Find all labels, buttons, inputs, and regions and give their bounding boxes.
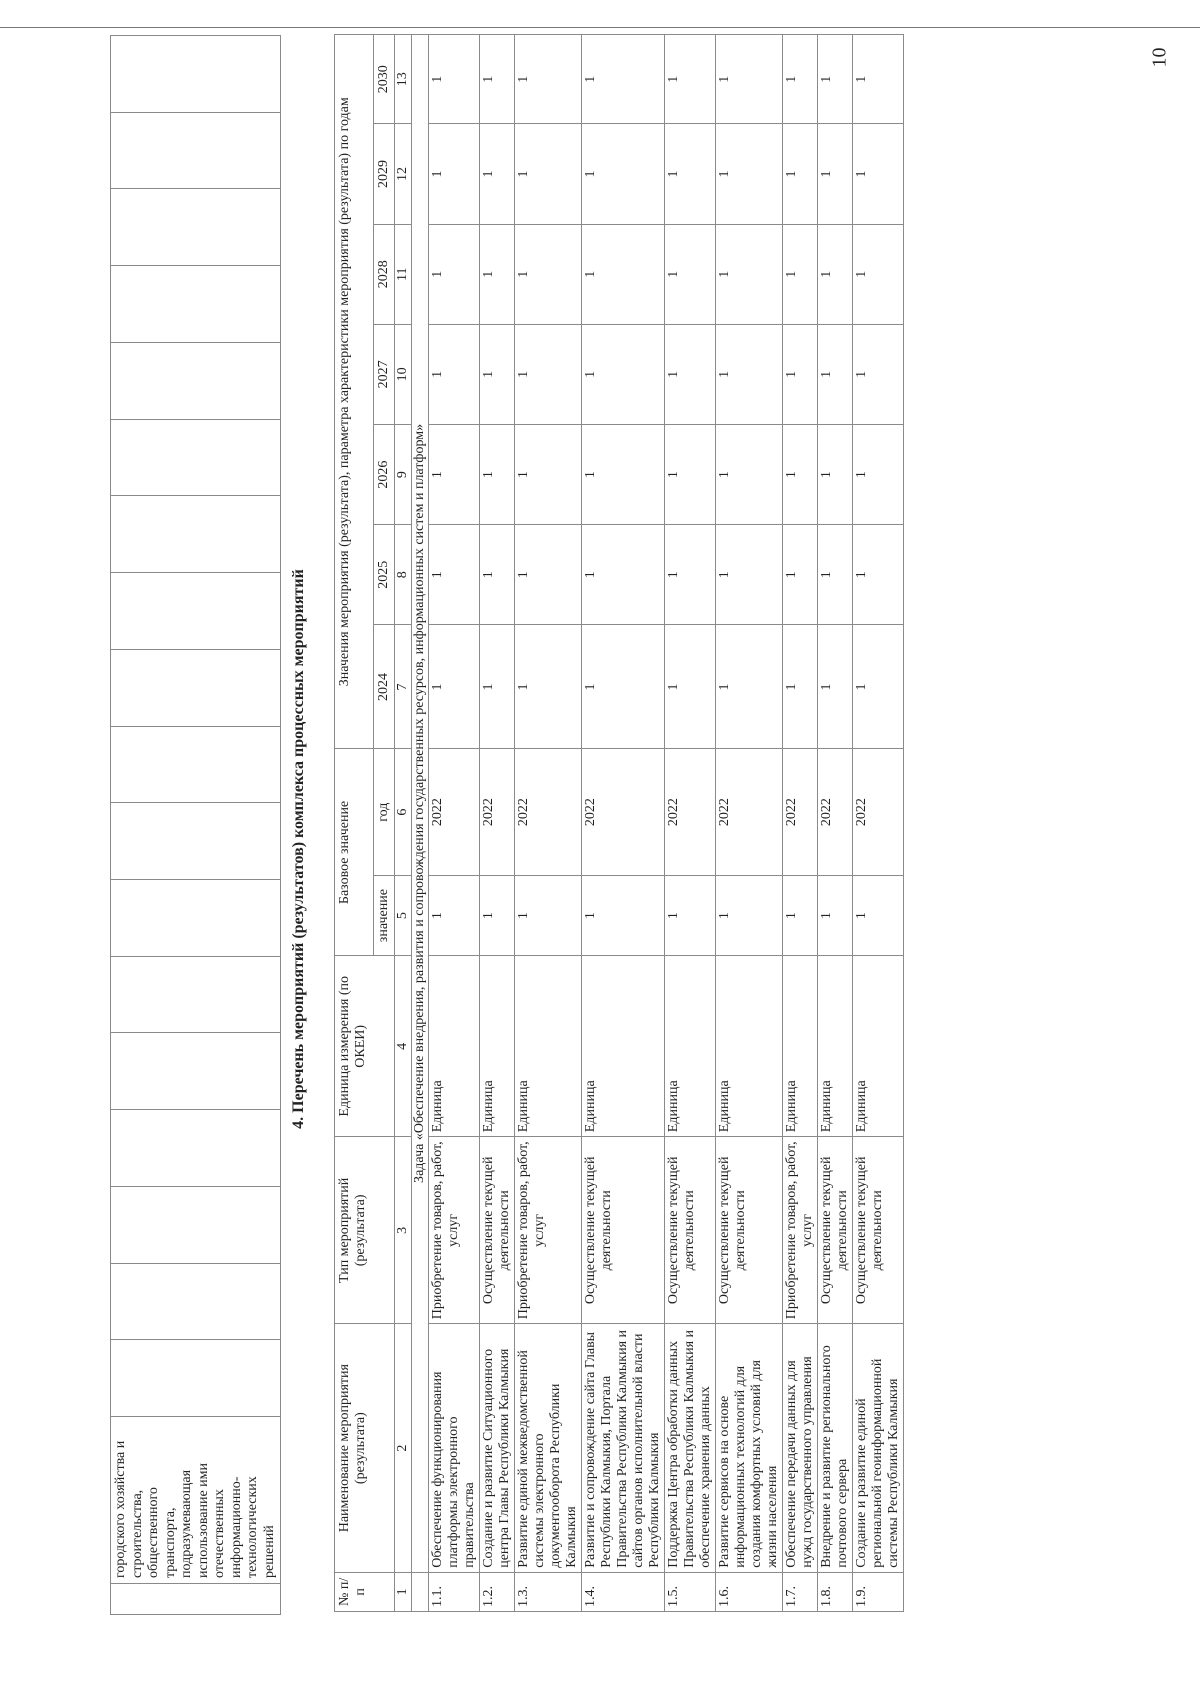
row-value: 1 xyxy=(853,525,904,625)
header-year: 2028 xyxy=(374,224,395,324)
row-base-value: 1 xyxy=(853,875,904,956)
header-base-value: значение xyxy=(374,875,395,956)
row-name: Развитие и сопровождение сайта Главы Республики Калмыкия, Портала Правительства Республики Калмыкия и сайтов органов исполнительной власти Республики Калмыкия xyxy=(582,1324,665,1572)
header-year: 2024 xyxy=(374,625,395,749)
row-base-value: 1 xyxy=(665,875,716,956)
row-num: 1.7. xyxy=(783,1572,818,1611)
row-num: 1.2. xyxy=(480,1572,515,1611)
table-row xyxy=(818,35,853,1612)
row-name: Внедрение и развитие регионального почтового сервера xyxy=(818,1324,853,1572)
header-values: Значения мероприятия (результата), параметра характеристики мероприятия (результата) по годам xyxy=(335,35,374,750)
row-num: 1.1. xyxy=(429,1572,480,1611)
row-value: 1 xyxy=(665,424,716,524)
header-year: 2026 xyxy=(374,424,395,524)
row-value: 1 xyxy=(853,35,904,124)
header-year: 2030 xyxy=(374,35,395,124)
row-unit: Единица xyxy=(515,956,582,1137)
table-row xyxy=(429,35,480,1612)
table-row xyxy=(853,35,904,1612)
column-number: 5 xyxy=(395,875,412,956)
row-value: 1 xyxy=(783,525,818,625)
row-value: 1 xyxy=(665,224,716,324)
table-row xyxy=(480,35,515,1612)
row-num: 1.5. xyxy=(665,1572,716,1611)
row-base-year: 2022 xyxy=(515,749,582,875)
header-year: 2027 xyxy=(374,324,395,424)
column-number: 13 xyxy=(395,35,412,124)
row-unit: Единица xyxy=(783,956,818,1137)
continuation-row xyxy=(111,36,281,1615)
row-value: 1 xyxy=(853,625,904,749)
row-base-year: 2022 xyxy=(783,749,818,875)
table-row xyxy=(783,35,818,1612)
row-type: Осуществление текущей деятельности xyxy=(818,1137,853,1324)
row-value: 1 xyxy=(480,525,515,625)
row-value: 1 xyxy=(480,324,515,424)
row-base-year: 2022 xyxy=(480,749,515,875)
continuation-cell xyxy=(111,956,281,1033)
row-unit: Единица xyxy=(853,956,904,1137)
row-value: 1 xyxy=(716,324,783,424)
continuation-cell xyxy=(111,1110,281,1187)
task-title: Задача «Обеспечение внедрения, развития и сопровождения государственных ресурсов, информационных систем и платформ» xyxy=(412,35,429,1573)
continuation-cell xyxy=(111,726,281,803)
column-number: 11 xyxy=(395,224,412,324)
header-name: Наименование мероприятия (результата) xyxy=(335,1324,395,1572)
row-value: 1 xyxy=(582,324,665,424)
row-type: Осуществление текущей деятельности xyxy=(716,1137,783,1324)
table-row xyxy=(515,35,582,1612)
row-value: 1 xyxy=(429,224,480,324)
continuation-cell xyxy=(111,36,281,113)
continuation-cell-num xyxy=(111,1584,281,1615)
section-heading: 4. Перечень мероприятий (результатов) комплекса процессных мероприятий xyxy=(290,569,307,1129)
row-value: 1 xyxy=(716,35,783,124)
row-value: 1 xyxy=(429,35,480,124)
row-value: 1 xyxy=(480,124,515,224)
row-type: Приобретение товаров, работ, услуг xyxy=(429,1137,480,1324)
row-value: 1 xyxy=(480,424,515,524)
row-value: 1 xyxy=(853,324,904,424)
header-type: Тип мероприятий (результата) xyxy=(335,1137,395,1324)
row-value: 1 xyxy=(818,625,853,749)
row-type: Осуществление текущей деятельности xyxy=(853,1137,904,1324)
continuation-cell xyxy=(111,112,281,189)
row-value: 1 xyxy=(716,525,783,625)
continuation-cell xyxy=(111,803,281,880)
row-num: 1.9. xyxy=(853,1572,904,1611)
header-year: 2029 xyxy=(374,124,395,224)
header-year: 2025 xyxy=(374,525,395,625)
row-value: 1 xyxy=(515,224,582,324)
column-number: 8 xyxy=(395,525,412,625)
column-number-row xyxy=(395,35,412,1612)
row-value: 1 xyxy=(480,625,515,749)
row-value: 1 xyxy=(783,224,818,324)
row-value: 1 xyxy=(515,124,582,224)
row-value: 1 xyxy=(582,224,665,324)
continuation-cell xyxy=(111,496,281,573)
table-row xyxy=(582,35,665,1612)
row-value: 1 xyxy=(818,424,853,524)
row-value: 1 xyxy=(582,124,665,224)
row-value: 1 xyxy=(818,224,853,324)
row-value: 1 xyxy=(665,124,716,224)
continuation-cell-text: городского хозяйства и строительства, общественного транспорта, подразумевающая использование ими отечественных информационно-технологических решений xyxy=(111,1417,281,1584)
row-unit: Единица xyxy=(716,956,783,1137)
continuation-cell xyxy=(111,1340,281,1417)
row-base-year: 2022 xyxy=(818,749,853,875)
column-number: 3 xyxy=(395,1137,412,1324)
row-base-value: 1 xyxy=(716,875,783,956)
row-value: 1 xyxy=(853,424,904,524)
row-value: 1 xyxy=(515,525,582,625)
row-value: 1 xyxy=(480,224,515,324)
row-type: Осуществление текущей деятельности xyxy=(480,1137,515,1324)
row-value: 1 xyxy=(716,424,783,524)
row-value: 1 xyxy=(429,324,480,424)
column-number: 12 xyxy=(395,124,412,224)
column-number: 4 xyxy=(395,956,412,1137)
row-value: 1 xyxy=(853,124,904,224)
row-unit: Единица xyxy=(665,956,716,1137)
column-number: 10 xyxy=(395,324,412,424)
row-name: Поддержка Центра обработки данных Правительства Республики Калмыкия и обеспечение хранения данных xyxy=(665,1324,716,1572)
row-base-value: 1 xyxy=(429,875,480,956)
row-value: 1 xyxy=(665,625,716,749)
row-value: 1 xyxy=(818,124,853,224)
row-num: 1.4. xyxy=(582,1572,665,1611)
header-base: Базовое значение xyxy=(335,749,374,956)
row-value: 1 xyxy=(429,124,480,224)
continuation-cell xyxy=(111,1186,281,1263)
row-name: Создание и развитие Ситуационного центра Главы Республики Калмыкия xyxy=(480,1324,515,1572)
row-num: 1.8. xyxy=(818,1572,853,1611)
row-name: Обеспечение функционирования платформы электронного правительства xyxy=(429,1324,480,1572)
row-value: 1 xyxy=(582,35,665,124)
row-num: 1.6. xyxy=(716,1572,783,1611)
row-value: 1 xyxy=(783,625,818,749)
row-name: Создание и развитие единой региональной геоинформационной системы Республики Калмыкия xyxy=(853,1324,904,1572)
row-unit: Единица xyxy=(582,956,665,1137)
continuation-cell xyxy=(111,266,281,343)
continuation-cell xyxy=(111,573,281,650)
row-base-value: 1 xyxy=(480,875,515,956)
row-base-value: 1 xyxy=(783,875,818,956)
row-unit: Единица xyxy=(818,956,853,1137)
row-value: 1 xyxy=(853,224,904,324)
row-value: 1 xyxy=(515,625,582,749)
row-base-year: 2022 xyxy=(853,749,904,875)
row-name: Развитие сервисов на основе информационных технологий для создания комфортных условий для жизни населения xyxy=(716,1324,783,1572)
row-value: 1 xyxy=(716,625,783,749)
row-name: Обеспечение передачи данных для нужд государственного управления xyxy=(783,1324,818,1572)
row-value: 1 xyxy=(783,124,818,224)
continuation-cell xyxy=(111,189,281,266)
row-value: 1 xyxy=(783,324,818,424)
row-value: 1 xyxy=(783,424,818,524)
header-base-year: год xyxy=(374,749,395,875)
row-value: 1 xyxy=(665,525,716,625)
table-row xyxy=(716,35,783,1612)
continuation-cell xyxy=(111,342,281,419)
row-value: 1 xyxy=(429,424,480,524)
continuation-cell xyxy=(111,649,281,726)
task-cell-num xyxy=(412,1572,429,1611)
column-number: 9 xyxy=(395,424,412,524)
row-value: 1 xyxy=(582,525,665,625)
row-value: 1 xyxy=(429,625,480,749)
row-value: 1 xyxy=(716,224,783,324)
row-name: Развитие единой межведомственной системы электронного документооборота Республики Калмыкия xyxy=(515,1324,582,1572)
row-value: 1 xyxy=(716,124,783,224)
row-type: Приобретение товаров, работ, услуг xyxy=(515,1137,582,1324)
continuation-cell xyxy=(111,1263,281,1340)
table-row xyxy=(665,35,716,1612)
row-base-value: 1 xyxy=(515,875,582,956)
row-value: 1 xyxy=(429,525,480,625)
row-value: 1 xyxy=(480,35,515,124)
row-value: 1 xyxy=(582,625,665,749)
column-number: 1 xyxy=(395,1572,412,1611)
continuation-cell xyxy=(111,879,281,956)
column-number: 6 xyxy=(395,749,412,875)
row-value: 1 xyxy=(818,35,853,124)
column-number: 7 xyxy=(395,625,412,749)
row-unit: Единица xyxy=(480,956,515,1137)
row-type: Осуществление текущей деятельности xyxy=(582,1137,665,1324)
row-base-value: 1 xyxy=(582,875,665,956)
row-value: 1 xyxy=(582,424,665,524)
task-row xyxy=(412,35,429,1612)
page-number: 10 xyxy=(1148,47,1171,68)
row-value: 1 xyxy=(783,35,818,124)
row-num: 1.3. xyxy=(515,1572,582,1611)
header-row xyxy=(335,35,374,1612)
row-unit: Единица xyxy=(429,956,480,1137)
row-value: 1 xyxy=(515,324,582,424)
continuation-cell xyxy=(111,419,281,496)
row-base-year: 2022 xyxy=(665,749,716,875)
continuation-table xyxy=(110,35,281,1615)
header-num: № п/п xyxy=(335,1572,395,1611)
header-unit: Единица измерения (по ОКЕИ) xyxy=(335,956,395,1137)
row-value: 1 xyxy=(818,324,853,424)
continuation-cell xyxy=(111,1033,281,1110)
row-value: 1 xyxy=(515,35,582,124)
row-base-value: 1 xyxy=(818,875,853,956)
row-value: 1 xyxy=(665,324,716,424)
row-base-year: 2022 xyxy=(429,749,480,875)
row-type: Осуществление текущей деятельности xyxy=(665,1137,716,1324)
measures-table xyxy=(334,34,904,1612)
row-value: 1 xyxy=(818,525,853,625)
row-type: Приобретение товаров, работ, услуг xyxy=(783,1137,818,1324)
row-value: 1 xyxy=(665,35,716,124)
column-number: 2 xyxy=(395,1324,412,1572)
row-value: 1 xyxy=(515,424,582,524)
row-base-year: 2022 xyxy=(716,749,783,875)
row-base-year: 2022 xyxy=(582,749,665,875)
